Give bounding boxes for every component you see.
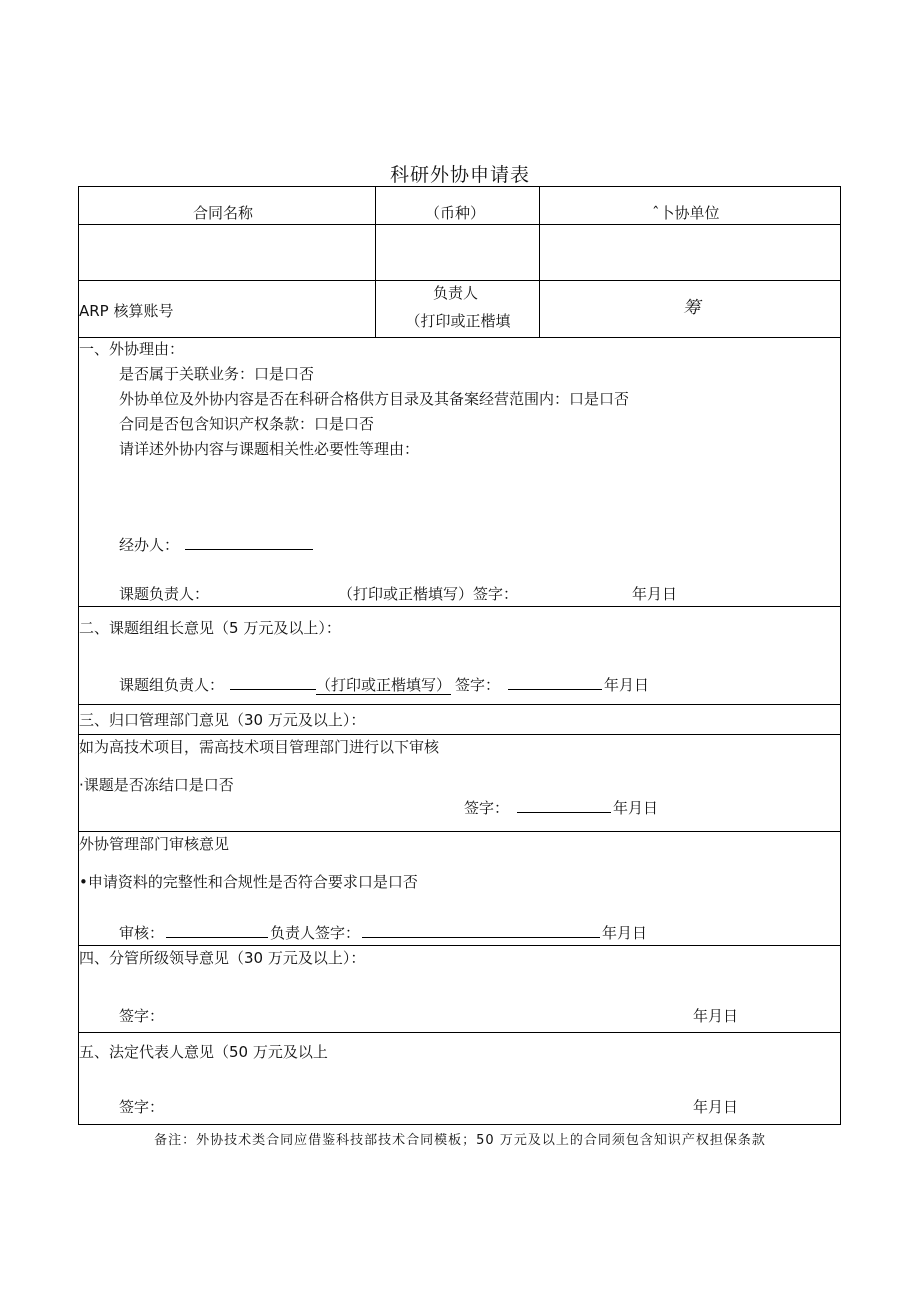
contract-name-header: 合同名称 [193, 204, 254, 222]
section5-sign-label: 签字： [119, 1098, 165, 1116]
ip-clause-question[interactable]: 合同是否包含知识产权条款：口是口否 [119, 415, 375, 433]
partner-unit-cell[interactable] [543, 227, 839, 277]
section1-heading: 一、外协理由： [79, 340, 185, 358]
section2-heading: 二、课题组组长意见（5 万元及以上）： [79, 619, 341, 637]
section5-heading: 五、法定代表人意见（50 万元及以上 [79, 1043, 328, 1061]
document-compliance-question[interactable]: •申请资料的完整性和合规性是否符合要求口是口否 [79, 873, 418, 891]
section4-date: 年月日 [693, 1007, 739, 1025]
signature-mark: 筹 [683, 298, 700, 318]
review-label: 审核： [119, 924, 165, 942]
section3-heading: 三、归口管理部门意见（30 万元及以上）： [79, 711, 366, 729]
responsible-sign-label: 负责人签字： [270, 924, 361, 942]
group-leader-field[interactable] [119, 675, 649, 694]
qualified-supplier-question[interactable]: 外协单位及外协内容是否在科研合格供方目录及其备案经营范围内：口是口否 [119, 390, 630, 408]
project-leader-label: 课题负责人： [119, 585, 210, 603]
contract-name-cell[interactable] [81, 227, 373, 277]
section3-sign-label: 签字： [464, 799, 510, 817]
project-frozen-question[interactable]: ·课题是否冻结口是口否 [79, 776, 234, 794]
form-title: 科研外协申请表 [389, 164, 530, 186]
print-note: （打印或正楷填写） [316, 676, 452, 694]
application-form-table [78, 186, 841, 1125]
section5-date: 年月日 [693, 1098, 739, 1116]
section3-sign-field[interactable] [464, 798, 658, 817]
currency-cell[interactable] [379, 227, 537, 277]
reason-prompt: 请详述外协内容与课题相关性必要性等理由： [119, 440, 420, 458]
handler-field[interactable] [119, 535, 313, 554]
handler-label: 经办人： [119, 536, 180, 554]
group-leader-sign-label: 签字： [455, 676, 501, 694]
section3b-date: 年月日 [602, 924, 648, 942]
related-business-question[interactable]: 是否属于关联业务：口是口否 [119, 365, 315, 383]
currency-header: （币种） [425, 204, 486, 222]
responsible-print-note: （打印或正楷填 [405, 312, 511, 330]
section4-sign-label: 签字： [119, 1007, 165, 1025]
section1-date: 年月日 [632, 585, 678, 603]
section3-date: 年月日 [613, 799, 659, 817]
responsible-label: 负责人 [433, 284, 479, 302]
group-leader-label: 课题组负责人： [119, 676, 225, 694]
partner-unit-header: ˆ卜协单位 [652, 204, 720, 222]
review-sign-field[interactable] [119, 923, 647, 942]
section2-date: 年月日 [604, 676, 650, 694]
section4-heading: 四、分管所级领导意见（30 万元及以上）： [79, 949, 366, 967]
footnote: 备注：外协技术类合同应借鉴科技部技术合同模板；50 万元及以上的合同须包含知识产权担保条款 [154, 1133, 766, 1148]
project-leader-print-sign: （打印或正楷填写）签字： [338, 585, 519, 603]
hightech-note: 如为高技术项目，需高技术项目管理部门进行以下审核 [79, 738, 440, 756]
outsourcing-dept-heading: 外协管理部门审核意见 [79, 835, 230, 853]
arp-account-label: ARP 核算账号 [79, 302, 174, 320]
